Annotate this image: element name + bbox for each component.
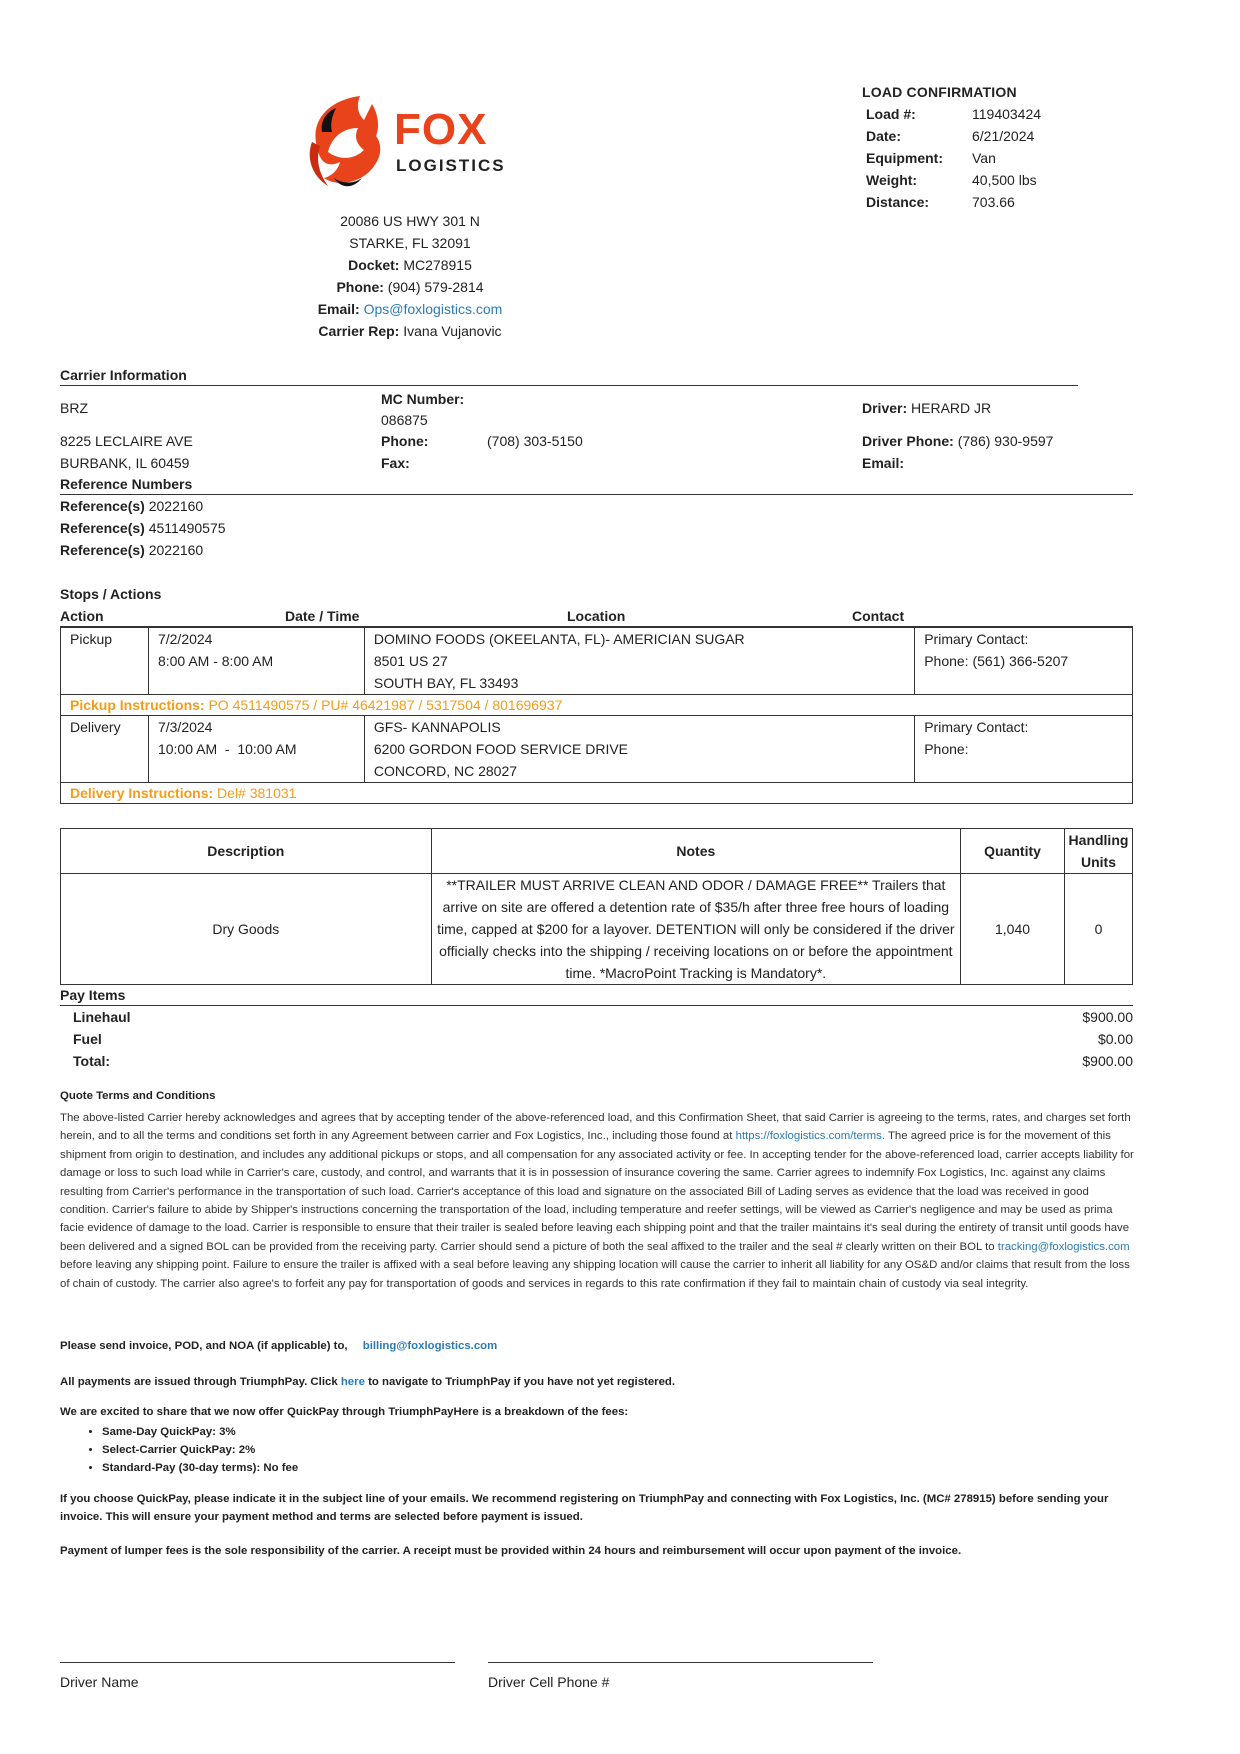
stop-date: 7/2/2024: [157, 631, 213, 647]
items-header-quantity: Quantity: [961, 829, 1065, 874]
driver-phone-value: (786) 930-9597: [957, 433, 1054, 449]
quickpay-intro: We are excited to share that we now offer QuickPay through TriumphPayHere is a breakdown of the fees:: [60, 1406, 629, 1418]
terms-text-3: before leaving any shipping point. Failure to ensure the trailer is affixed with a seal before leaving any shipping location will cause the carrier to inherit all liability for any OS&D and/or claims that result from the loss of chain of custody. The carrier also agree's to forfeit any pay for transportation of goods and services in regards to this rate confirmation if they fail to maintain chain of custody via seal integrity.: [60, 1259, 1130, 1290]
pay-label: Fuel: [73, 1031, 102, 1047]
load-label: Load #:: [866, 106, 916, 122]
driver-phone-line: [862, 430, 1053, 452]
reference-value: 2022160: [148, 542, 204, 558]
stop-contact-phone: Phone: (561) 366-5207: [924, 653, 1069, 669]
load-confirmation: [862, 81, 1122, 213]
items-header-handling-units: Handling Units: [1064, 829, 1132, 874]
terms-text-2: The agreed price is for the movement of this shipment from origin to destination, and includes any additional pickups or stops, and all compensation for any associated activity or fee. In accepting tender for the above-referenced load, carrier accepts liability for damage or loss to such load while in Carrier's care, custody, and control, and warrants that it is in possession of insurance covering the same. Carrier agrees to indemnify Fox Logistics, Inc. against any claims resulting from Carrier's performance in the transportation of such load. Carrier's acceptance of this load and signature on the associated Bill of Lading serves as evidence that the load was received in good condition. Carrier's failure to abide by Shipper's instructions concerning the transportation of the load, including temperature and reefer settings, will be viewed as Carrier's negligence and may be used as prima facie evidence of damage to the load. Carrier is responsible to ensure that their trailer is sealed before leaving each shipping point and that the trailer maintains it's seal during the entirety of transit until goods have been delivered and a signed BOL can be provided from the receiving party. Carrier should send a picture of both the seal affixed to the trailer and the seal # clearly written on their BOL to: [60, 1130, 1134, 1253]
items-row: [61, 874, 1133, 985]
driver-label: Driver:: [862, 400, 908, 416]
company-email-link[interactable]: Ops@foxlogistics.com: [363, 301, 503, 317]
terms-body: [60, 1109, 1135, 1293]
driver-line: [862, 397, 991, 419]
load-value: 40,500 lbs: [972, 172, 1037, 188]
load-row: [866, 191, 1122, 213]
stop-location: [364, 716, 914, 783]
terms-link[interactable]: https://foxlogistics.com/terms.: [735, 1130, 885, 1143]
company-info: [270, 210, 550, 342]
item-quantity: 1,040: [961, 874, 1065, 985]
load-row: [866, 103, 1122, 125]
company-phone-label: Phone:: [336, 279, 384, 295]
items-header-notes: Notes: [431, 829, 960, 874]
stop-instructions-label: Delivery Instructions:: [70, 785, 214, 801]
pay-label: Total:: [73, 1053, 111, 1069]
company-phone-value: (904) 579-2814: [387, 279, 484, 295]
stops-table: [60, 627, 1133, 804]
stop-location-street: 6200 GORDON FOOD SERVICE DRIVE: [373, 741, 629, 757]
fee-item: • Select-Carrier QuickPay: 2%: [102, 1441, 298, 1459]
driver-cell-label: Driver Cell Phone #: [488, 1674, 610, 1690]
pay-row: [73, 1006, 1133, 1028]
reference-value: 2022160: [148, 498, 204, 514]
driver-email-label: Email:: [862, 455, 905, 471]
stop-location: [364, 628, 914, 695]
pay-row: [73, 1028, 1133, 1050]
pay-section-title: Pay Items: [60, 987, 126, 1003]
stop-instructions-label: Pickup Instructions:: [70, 697, 205, 713]
quickpay-fee-list: [60, 1423, 298, 1477]
load-value: 119403424: [972, 106, 1042, 122]
stop-time: 8:00 AM - 8:00 AM: [157, 653, 274, 669]
stop-location-city: CONCORD, NC 28027: [373, 763, 518, 779]
stop-contact: [915, 628, 1133, 695]
load-label: Weight:: [866, 172, 918, 188]
load-confirmation-title: LOAD CONFIRMATION: [862, 84, 1017, 100]
pay-items: [73, 1006, 1133, 1072]
stop-action: Pickup: [61, 628, 149, 695]
lumper-note: Payment of lumper fees is the sole responsibility of the carrier. A receipt must be provided within 24 hours and reimbursement will occur upon payment of the invoice.: [60, 1545, 962, 1557]
docket-value: MC278915: [403, 257, 472, 273]
stop-contact: [915, 716, 1133, 783]
reference-item: [60, 495, 226, 517]
fee-item: • Standard-Pay (30-day terms): No fee: [102, 1459, 298, 1477]
stops-header-location: Location: [567, 608, 626, 624]
load-label: Date:: [866, 128, 902, 144]
company-name: FOX: [394, 105, 488, 154]
fee-item: • Same-Day QuickPay: 3%: [102, 1423, 298, 1441]
stop-instructions: [61, 695, 1133, 716]
carrier-phone-value: (708) 303-5150: [487, 433, 583, 449]
stop-contact-label: Primary Contact:: [924, 631, 1029, 647]
stop-datetime: [148, 716, 364, 783]
carrier-name: BRZ: [60, 400, 88, 416]
stop-location-city: SOUTH BAY, FL 33493: [373, 675, 519, 691]
load-rows: [862, 103, 1122, 213]
carrier-address1: 8225 LECLAIRE AVE: [60, 433, 193, 449]
tracking-email-link[interactable]: tracking@foxlogistics.com: [997, 1240, 1130, 1253]
reference-list: [60, 495, 226, 561]
stop-instructions: [61, 783, 1133, 804]
reference-item: [60, 517, 226, 539]
stop-contact-phone: Phone:: [924, 741, 969, 757]
driver-name-line[interactable]: [60, 1662, 455, 1663]
reference-section-title: Reference Numbers: [60, 476, 193, 492]
fox-logo: [298, 92, 518, 192]
load-row: [866, 125, 1122, 147]
carrier-rep-label: Carrier Rep:: [318, 323, 400, 339]
carrier-fax-label: Fax:: [381, 455, 410, 471]
invoice-notice: [60, 1340, 497, 1352]
carrier-phone-label: Phone:: [381, 433, 429, 449]
stops-header-datetime: Date / Time: [285, 608, 360, 624]
invoice-text: Please send invoice, POD, and NOA (if applicable) to,: [60, 1340, 348, 1352]
company-subname: LOGISTICS: [396, 156, 506, 175]
driver-phone-label: Driver Phone:: [862, 433, 954, 449]
items-table: [60, 828, 1133, 985]
carrier-rep-value: Ivana Vujanovic: [403, 323, 502, 339]
stops-section-title: Stops / Actions: [60, 586, 162, 602]
reference-label: Reference(s): [60, 498, 145, 514]
pay-value: $900.00: [1082, 1009, 1133, 1025]
stops-header-action: Action: [60, 608, 104, 624]
company-email-label: Email:: [317, 301, 360, 317]
load-row: [866, 169, 1122, 191]
reference-label: Reference(s): [60, 520, 145, 536]
docket-label: Docket:: [348, 257, 400, 273]
billing-email-link[interactable]: billing@foxlogistics.com: [362, 1340, 498, 1352]
load-row: [866, 147, 1122, 169]
item-description: Dry Goods: [61, 874, 432, 985]
stop-location-street: 8501 US 27: [373, 653, 448, 669]
stop-instructions-value: PO 4511490575 / PU# 46421987 / 5317504 / 801696937: [208, 697, 563, 713]
reference-item: [60, 539, 226, 561]
triumph-text-1: All payments are issued through TriumphPay. Click: [60, 1376, 338, 1388]
carrier-address2: BURBANK, IL 60459: [60, 455, 190, 471]
load-label: Distance:: [866, 194, 930, 210]
triumph-notice: [60, 1376, 675, 1388]
load-label: Equipment:: [866, 150, 943, 166]
stop-row: [61, 628, 1133, 695]
stop-instructions-row: [61, 783, 1133, 804]
load-value: Van: [972, 150, 996, 166]
driver-value: HERARD JR: [911, 400, 992, 416]
pay-value: $900.00: [1082, 1053, 1133, 1069]
stop-datetime: [148, 628, 364, 695]
company-phone-line: [270, 276, 550, 298]
load-value: 703.66: [972, 194, 1015, 210]
load-value: 6/21/2024: [972, 128, 1035, 144]
carrier-divider: [60, 385, 1078, 386]
items-header-description: Description: [61, 829, 432, 874]
triumph-text-2: to navigate to TriumphPay if you have not yet registered.: [368, 1376, 676, 1388]
stop-location-name: GFS- KANNAPOLIS: [373, 719, 501, 735]
triumph-here-link[interactable]: here: [340, 1376, 365, 1388]
pay-row: [73, 1050, 1133, 1072]
stop-instructions-row: [61, 695, 1133, 716]
stops-header-contact: Contact: [852, 608, 905, 624]
company-email-line: [270, 298, 550, 320]
stop-instructions-value: Del# 381031: [217, 785, 297, 801]
company-address2: STARKE, FL 32091: [349, 235, 471, 251]
mc-number-value: 086875: [381, 412, 428, 428]
stop-action: Delivery: [61, 716, 149, 783]
mc-number-label: MC Number:: [381, 391, 465, 407]
driver-cell-line[interactable]: [488, 1662, 873, 1663]
pay-label: Linehaul: [73, 1009, 131, 1025]
pay-value: $0.00: [1097, 1031, 1133, 1047]
items-header-row: [61, 829, 1133, 874]
carrier-rep-line: [270, 320, 550, 342]
item-notes: **TRAILER MUST ARRIVE CLEAN AND ODOR / DAMAGE FREE** Trailers that arrive on site are offered a detention rate of $35/h after three free hours of loading time, capped at $200 for a layover. DETENTION will only be considered if the driver officially checks into the shipping / receiving locations on or before the appointment time. *MacroPoint Tracking is Mandatory*.: [431, 874, 960, 985]
stop-row: [61, 716, 1133, 783]
stop-contact-label: Primary Contact:: [924, 719, 1029, 735]
carrier-section-title: Carrier Information: [60, 367, 187, 383]
company-address1: 20086 US HWY 301 N: [340, 213, 480, 229]
docket-line: [270, 254, 550, 276]
item-handling-units: 0: [1064, 874, 1132, 985]
quickpay-note: If you choose QuickPay, please indicate it in the subject line of your emails. We recommend registering on TriumphPay and connecting with Fox Logistics, Inc. (MC# 278915) before sending your invoice. This will ensure your payment method and terms are selected before payment is issued.: [60, 1493, 1109, 1524]
reference-label: Reference(s): [60, 542, 145, 558]
stop-location-name: DOMINO FOODS (OKEELANTA, FL)- AMERICIAN SUGAR: [373, 631, 745, 647]
reference-value: 4511490575: [148, 520, 226, 536]
terms-title: Quote Terms and Conditions: [60, 1090, 216, 1102]
stop-time: 10:00 AM - 10:00 AM: [157, 741, 297, 757]
terms-text-1: The above-listed Carrier hereby acknowledges and agrees that by accepting tender of the above-referenced load, and this Confirmation Sheet, that said Carrier is agreeing to the terms, rates, and charges set forth herein, and to all the terms and conditions set forth in any Agreement between carrier and Fox Logistics, Inc., including those found at: [60, 1112, 1131, 1143]
stop-date: 7/3/2024: [157, 719, 213, 735]
driver-name-label: Driver Name: [60, 1674, 139, 1690]
